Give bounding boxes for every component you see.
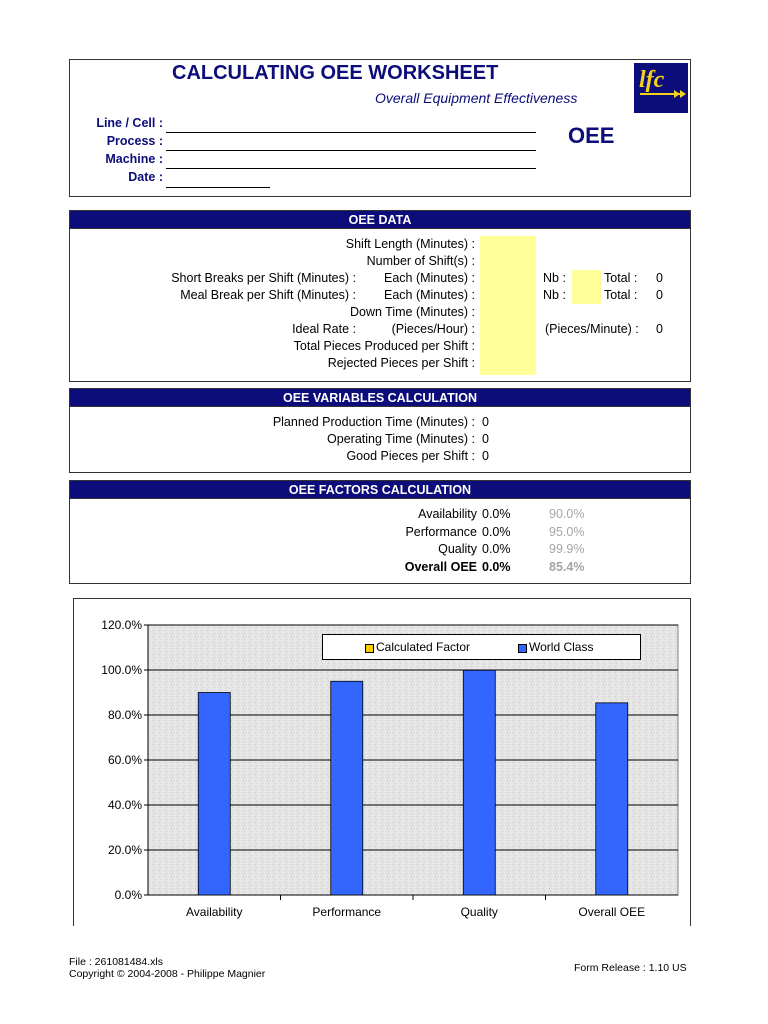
quality-label: Quality <box>438 542 477 556</box>
planned-production-value: 0 <box>482 415 489 429</box>
bar-world-class <box>331 681 363 895</box>
short-breaks-nb-label: Nb : <box>543 271 566 285</box>
y-tick-label: 60.0% <box>107 753 142 767</box>
short-breaks-each-label: Each (Minutes) : <box>383 271 475 285</box>
good-pieces-value: 0 <box>482 449 489 463</box>
variables-header: OEE VARIABLES CALCULATION <box>69 388 691 406</box>
availability-label: Availability <box>418 507 477 521</box>
footer-release: Form Release : 1.10 US <box>574 962 687 974</box>
footer-file: File : 261081484.xls <box>69 956 163 968</box>
ideal-rate-minute-value: 0 <box>656 322 663 336</box>
legend-swatch-world <box>518 644 527 653</box>
overall-oee-value: 0.0% <box>482 560 511 574</box>
performance-value: 0.0% <box>482 525 511 539</box>
input-column[interactable] <box>480 236 536 375</box>
factors-section <box>69 498 691 584</box>
legend-calculated-label: Calculated Factor <box>376 640 471 654</box>
ideal-rate-hour-label: (Pieces/Hour) : <box>391 322 475 336</box>
meal-break-each-label: Each (Minutes) : <box>383 288 475 302</box>
short-breaks-label: Short Breaks per Shift (Minutes) : <box>171 271 356 285</box>
total-pieces-label: Total Pieces Produced per Shift : <box>293 339 475 353</box>
x-tick-label: Performance <box>312 905 382 919</box>
oee-data-header: OEE DATA <box>69 210 691 228</box>
legend-world-label: World Class <box>529 640 594 654</box>
y-tick-label: 0.0% <box>114 888 142 902</box>
oee-data-section <box>69 228 691 382</box>
chart-frame <box>73 598 691 926</box>
overall-oee-world: 85.4% <box>549 560 585 574</box>
availability-world: 90.0% <box>549 507 585 521</box>
date-label: Date : <box>128 170 163 184</box>
lfc-logo <box>634 63 688 113</box>
overall-oee-label: Overall OEE <box>404 560 477 574</box>
x-tick-label: Quality <box>460 905 498 919</box>
y-tick-label: 40.0% <box>107 798 142 812</box>
process-label: Process : <box>106 134 163 148</box>
ideal-rate-minute-label: (Pieces/Minute) : <box>545 322 639 336</box>
quality-value: 0.0% <box>482 542 511 556</box>
lfc-logo-text: lfc <box>639 67 665 93</box>
planned-production-label: Planned Production Time (Minutes) : <box>272 415 475 429</box>
oee-badge: OEE <box>568 123 615 148</box>
factors-header: OEE FACTORS CALCULATION <box>69 480 691 498</box>
date-field[interactable] <box>166 187 270 188</box>
page-subtitle: Overall Equipment Effectiveness <box>375 90 578 106</box>
header-box <box>69 59 691 197</box>
meal-break-label: Meal Break per Shift (Minutes) : <box>180 288 356 302</box>
meal-break-nb-label: Nb : <box>543 288 566 302</box>
machine-field[interactable] <box>166 168 536 169</box>
y-tick-label: 80.0% <box>107 708 142 722</box>
good-pieces-label: Good Pieces per Shift : <box>346 449 475 463</box>
shift-length-label: Shift Length (Minutes) : <box>345 237 475 251</box>
legend-swatch-calculated <box>365 644 374 653</box>
bar-world-class <box>198 693 230 896</box>
x-tick-label: Overall OEE <box>578 905 646 919</box>
short-breaks-total-label: Total : <box>604 271 638 285</box>
meal-break-total-value: 0 <box>656 288 663 302</box>
x-tick-label: Availability <box>186 905 243 919</box>
availability-value: 0.0% <box>482 507 511 521</box>
y-tick-label: 20.0% <box>107 843 142 857</box>
variables-section <box>69 406 691 473</box>
line-cell-label: Line / Cell : <box>96 116 163 130</box>
performance-label: Performance <box>405 525 477 539</box>
footer-copyright: Copyright © 2004-2008 - Philippe Magnier <box>69 968 266 980</box>
page-title: CALCULATING OEE WORKSHEET <box>172 62 499 84</box>
down-time-label: Down Time (Minutes) : <box>349 305 475 319</box>
operating-time-label: Operating Time (Minutes) : <box>327 432 475 446</box>
ideal-rate-label: Ideal Rate : <box>292 322 356 336</box>
rejected-pieces-label: Rejected Pieces per Shift : <box>327 356 475 370</box>
nb-input-column[interactable] <box>572 270 601 304</box>
bar-world-class <box>596 703 628 895</box>
bar-world-class <box>463 670 495 895</box>
chart-legend <box>322 634 641 660</box>
number-of-shifts-label: Number of Shift(s) : <box>366 254 475 268</box>
line-cell-field[interactable] <box>166 132 536 133</box>
y-tick-label: 120.0% <box>101 618 142 632</box>
short-breaks-total-value: 0 <box>656 271 663 285</box>
machine-label: Machine : <box>105 152 163 166</box>
operating-time-value: 0 <box>482 432 489 446</box>
process-field[interactable] <box>166 150 536 151</box>
y-tick-label: 100.0% <box>101 663 142 677</box>
performance-world: 95.0% <box>549 525 585 539</box>
quality-world: 99.9% <box>549 542 585 556</box>
meal-break-total-label: Total : <box>604 288 638 302</box>
